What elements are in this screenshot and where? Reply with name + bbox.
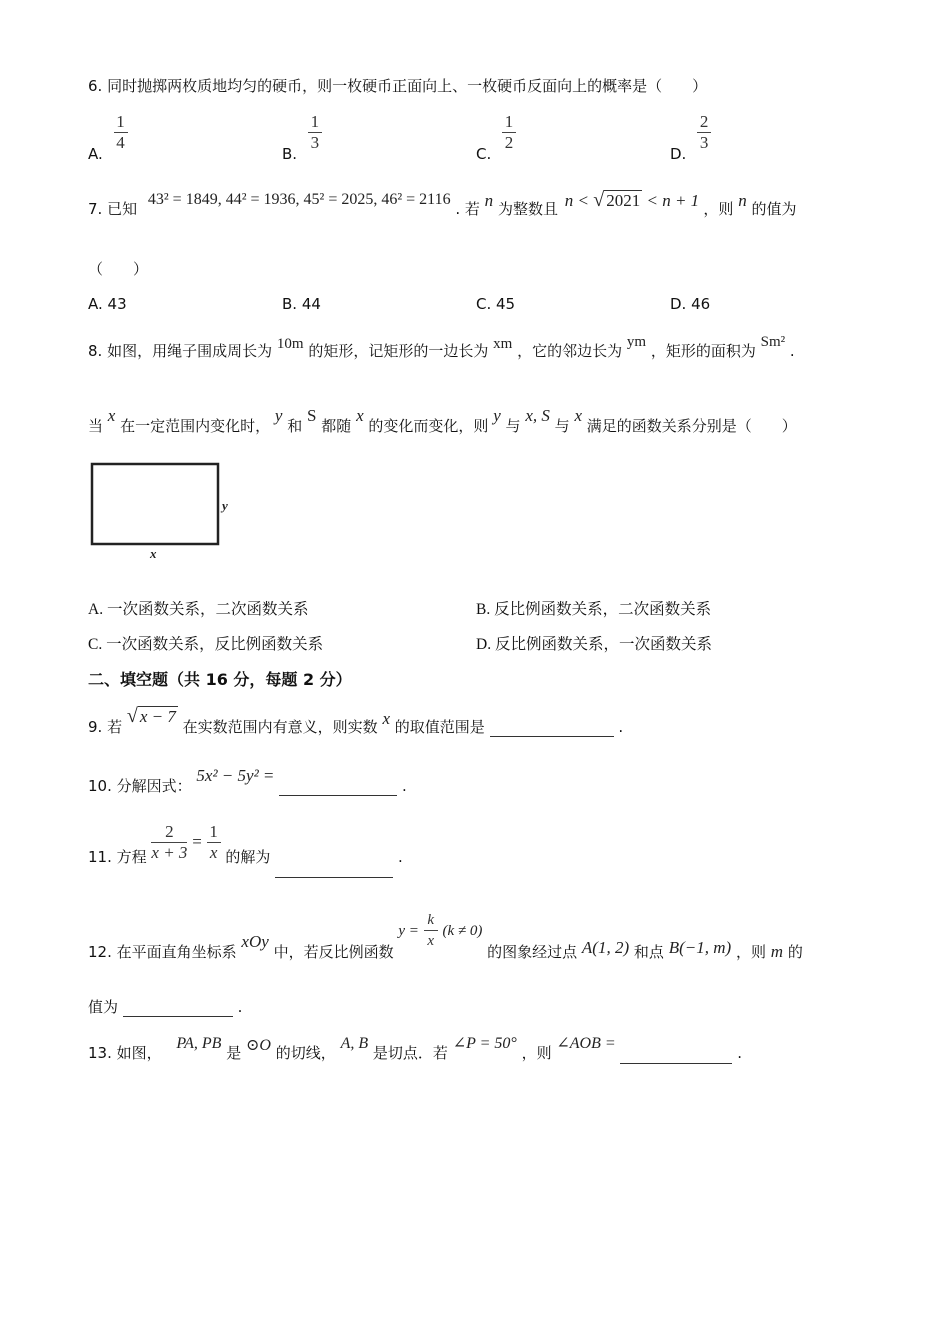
- q8-line1-d: ，矩形的面积为: [650, 342, 756, 360]
- q8-line2-h: 满足的函数关系分别是（ ）: [586, 417, 797, 435]
- q8-option-d: D. 反比例函数关系，一次函数关系: [476, 636, 712, 653]
- q6-option-a-fraction: $\frac{1}{4}$: [114, 112, 128, 153]
- q12-end: .: [237, 998, 243, 1016]
- q8-line2-b: 在一定范围内变化时，: [120, 417, 271, 435]
- q7-mid1: . 若: [455, 200, 480, 218]
- q6-option-b-label: B.: [282, 145, 298, 163]
- q7-line: [88, 189, 797, 220]
- q8-ym: ym: [626, 334, 647, 350]
- q12-f: 的: [787, 943, 803, 961]
- q13-e: ，则: [521, 1044, 552, 1062]
- q13-a: 13. 如图，: [88, 1044, 162, 1062]
- q7-mid2: 为整数且: [497, 200, 558, 218]
- q10-line: [88, 766, 407, 796]
- q7-option-b: B. 44: [282, 295, 321, 313]
- q7-n: n: [484, 191, 494, 210]
- q8-line2-d: 都随: [321, 417, 352, 435]
- q13-line: [88, 1035, 743, 1064]
- q8-x3: x: [574, 406, 583, 425]
- q10-answer-blank[interactable]: [279, 779, 397, 796]
- q9-end: .: [618, 718, 624, 736]
- q7-option-c: C. 45: [476, 295, 516, 313]
- q13-c: 的切线，: [275, 1044, 336, 1062]
- q8-line2-f: 与: [505, 417, 521, 435]
- q8-y2: y: [493, 406, 501, 425]
- q8-xs: x, S: [525, 406, 550, 425]
- section-title: 二、填空题（共 16 分，每题 2 分）: [88, 670, 352, 689]
- q9-radical: √ x − 7: [126, 705, 176, 727]
- q8-x1: x: [107, 406, 116, 425]
- q11-equals: =: [192, 832, 202, 851]
- q6-option-a: [88, 112, 128, 163]
- q9-answer-blank[interactable]: [490, 720, 614, 737]
- q8-line1-a: 8. 如图，用绳子围成周长为: [88, 342, 273, 360]
- q12-g: 值为: [88, 998, 119, 1016]
- q6-option-a-label: A.: [88, 145, 103, 163]
- q11-b: 的解为: [225, 848, 271, 866]
- q13-angle-aob: ∠AOB =: [556, 1035, 616, 1052]
- q8-line1-e: .: [789, 342, 795, 360]
- q9-c: 的取值范围是: [394, 718, 485, 736]
- q12-b: 中，若反比例函数: [273, 943, 394, 961]
- q12-e: ，则: [735, 943, 766, 961]
- q12-a: 12. 在平面直角坐标系: [88, 943, 237, 961]
- q7-n2: n: [738, 191, 747, 210]
- q7-option-d: D. 46: [670, 295, 711, 313]
- q11-end: .: [397, 848, 403, 866]
- q10-end: .: [401, 777, 407, 795]
- q7-inequality: n < √ 2021 < n + 1: [564, 189, 700, 211]
- q7-paren: （ ）: [88, 260, 149, 278]
- q7-option-a: A. 43: [88, 295, 127, 313]
- q6-option-d-fraction: $\frac{2}{3}$: [697, 112, 711, 153]
- q8-perimeter: 10m: [276, 336, 304, 352]
- q8-line2-c: 和: [287, 417, 303, 435]
- q6-stem: 6. 同时抛掷两枚质地均匀的硬币，则一枚硬币正面向上、一枚硬币反面向上的概率是（ ）: [88, 77, 708, 95]
- q6-option-b: [282, 112, 322, 163]
- q8-line2-g: 与: [554, 417, 570, 435]
- q8-line1-c: ，它的邻边长为: [517, 342, 623, 360]
- q12-d: 和点: [633, 943, 664, 961]
- q6-option-c: [476, 112, 516, 163]
- q13-d: 是切点．若: [372, 1044, 448, 1062]
- q8-line2-e: 的变化而变化，则: [368, 417, 489, 435]
- q8-area: Sm²: [760, 334, 786, 350]
- q6-option-b-fraction: $\frac{1}{3}$: [308, 112, 322, 153]
- q13-answer-blank[interactable]: [620, 1047, 732, 1064]
- q12-xoy: xOy: [241, 932, 269, 951]
- q11-a: 11. 方程: [88, 848, 147, 866]
- rectangle-shape: [92, 464, 218, 544]
- q8-line1-b: 的矩形，记矩形的一边长为: [308, 342, 489, 360]
- q11-left-fraction: $\frac{2}{x + 3}$: [151, 822, 188, 862]
- q8-option-a: A. 一次函数关系，二次函数关系: [88, 601, 309, 618]
- q11-line: [88, 822, 403, 866]
- q12-point-a: A(1, 2): [581, 938, 630, 957]
- q12-condition: (k ≠ 0): [442, 923, 483, 939]
- q12-m: m: [770, 942, 784, 961]
- q6-option-c-fraction: $\frac{1}{2}$: [502, 112, 516, 153]
- q7-prefix: 7. 已知: [88, 200, 138, 218]
- q13-pa-pb: PA, PB: [176, 1035, 222, 1052]
- q11-right-fraction: $\frac{1}{x}$: [207, 822, 221, 863]
- q7-end: 的值为: [751, 200, 797, 218]
- q13-circle: ⊙O: [246, 1037, 271, 1054]
- rectangle-figure: [86, 458, 246, 562]
- q6-option-c-label: C.: [476, 145, 492, 163]
- q9-line: [88, 705, 624, 737]
- q12-c: 的图象经过点: [487, 943, 578, 961]
- q10-expr: 5x² − 5y² =: [196, 766, 275, 785]
- q13-end: .: [737, 1044, 743, 1062]
- q12-line1: [88, 910, 803, 961]
- rectangle-label-y: y: [222, 498, 228, 513]
- q7-formula: 43² = 1849, 44² = 1936, 45² = 2025, 46² = 2116: [147, 191, 451, 208]
- q12-answer-blank[interactable]: [123, 1000, 233, 1017]
- q13-a-b: A, B: [340, 1035, 369, 1052]
- q11-answer-blank[interactable]: [275, 861, 393, 878]
- q6-option-d: [670, 112, 711, 163]
- q9-x: x: [382, 709, 391, 728]
- q8-x2: x: [356, 406, 364, 425]
- q13-angle-p: ∠P = 50°: [452, 1035, 517, 1052]
- q8-option-b: B. 反比例函数关系，二次函数关系: [476, 601, 712, 618]
- q6-option-d-label: D.: [670, 145, 687, 163]
- q8-y1: y: [274, 406, 283, 425]
- q10-a: 10. 分解因式：: [88, 777, 192, 795]
- q9-a: 9. 若: [88, 718, 123, 736]
- rectangle-label-x: x: [150, 546, 157, 561]
- q8-line1: [88, 334, 795, 362]
- q8-s: S: [307, 406, 317, 425]
- q7-mid3: ，则: [703, 200, 734, 218]
- q13-b: 是: [226, 1044, 242, 1062]
- q12-point-b: B(−1, m): [668, 938, 732, 957]
- q8-line2: [88, 406, 797, 436]
- q9-b: 在实数范围内有意义，则实数: [182, 718, 378, 736]
- q12-k-over-x: $\frac{k}{x}$: [424, 910, 438, 951]
- q8-xm: xm: [493, 336, 513, 352]
- q12-y-eq: y =: [398, 923, 419, 939]
- q8-option-c: C. 一次函数关系，反比例函数关系: [88, 636, 324, 653]
- q12-line2: [88, 997, 242, 1017]
- q8-line2-a: 当: [88, 417, 104, 435]
